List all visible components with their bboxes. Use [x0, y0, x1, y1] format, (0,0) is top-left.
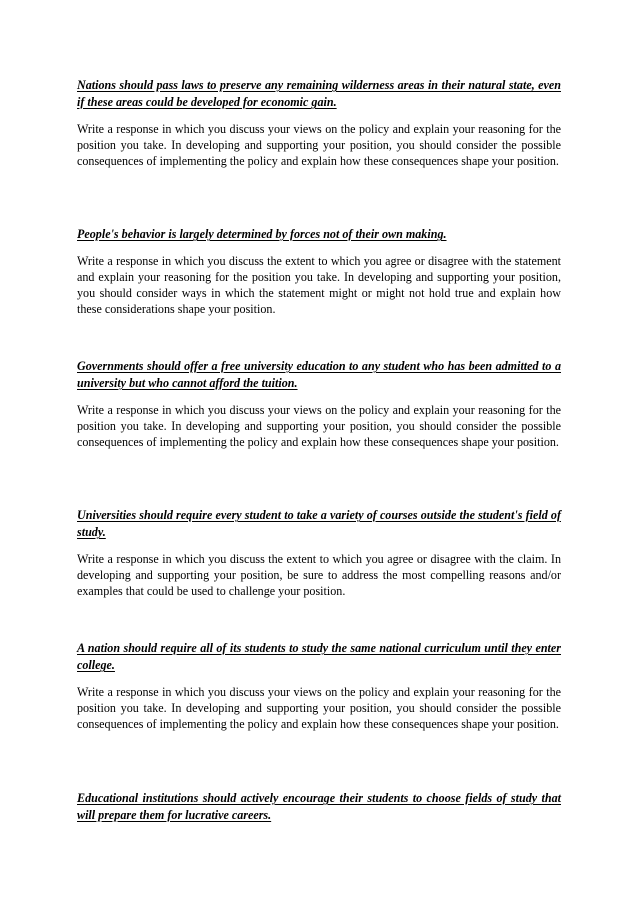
task-prompt: Educational institutions should actively encourage their students to choose fields of study that will prepare them for lucrative careers.	[77, 791, 561, 822]
task-prompt: People's behavior is largely determined by forces not of their own making.	[77, 227, 447, 241]
task-instruction: Write a response in which you discuss your views on the policy and explain your reasoning for the position you take. In developing and supporting your position, you should consider the possible consequences of implementing the policy and explain how these consequences shape your position.	[77, 403, 561, 449]
task-prompt: Governments should offer a free university education to any student who has been admitted to a university but who cannot afford the tuition.	[77, 359, 561, 390]
task-instruction: Write a response in which you discuss the extent to which you agree or disagree with the statement and explain your reasoning for the position you take. In developing and supporting your position, you should consider ways in which the statement might or might not hold true and explain how these considerations shape your position.	[77, 254, 561, 316]
task-block	[77, 358, 561, 450]
task-prompt: Nations should pass laws to preserve any remaining wilderness areas in their natural state, even if these areas could be developed for economic gain.	[77, 78, 561, 109]
task-prompt: Universities should require every student to take a variety of courses outside the student's field of study.	[77, 508, 561, 539]
task-block	[77, 226, 561, 317]
task-prompt: A nation should require all of its students to study the same national curriculum until they enter college.	[77, 641, 561, 672]
task-instruction: Write a response in which you discuss the extent to which you agree or disagree with the claim. In developing and supporting your position, be sure to address the most compelling reasons and/or examples that could be used to challenge your position.	[77, 552, 561, 598]
task-instruction: Write a response in which you discuss your views on the policy and explain your reasoning for the position you take. In developing and supporting your position, you should consider the possible consequences of implementing the policy and explain how these consequences shape your position.	[77, 685, 561, 731]
task-block	[77, 790, 561, 824]
task-instruction: Write a response in which you discuss your views on the policy and explain your reasoning for the position you take. In developing and supporting your position, you should consider the possible consequences of implementing the policy and explain how these consequences shape your position.	[77, 122, 561, 168]
task-block	[77, 507, 561, 599]
task-block	[77, 640, 561, 732]
task-block	[77, 77, 561, 169]
